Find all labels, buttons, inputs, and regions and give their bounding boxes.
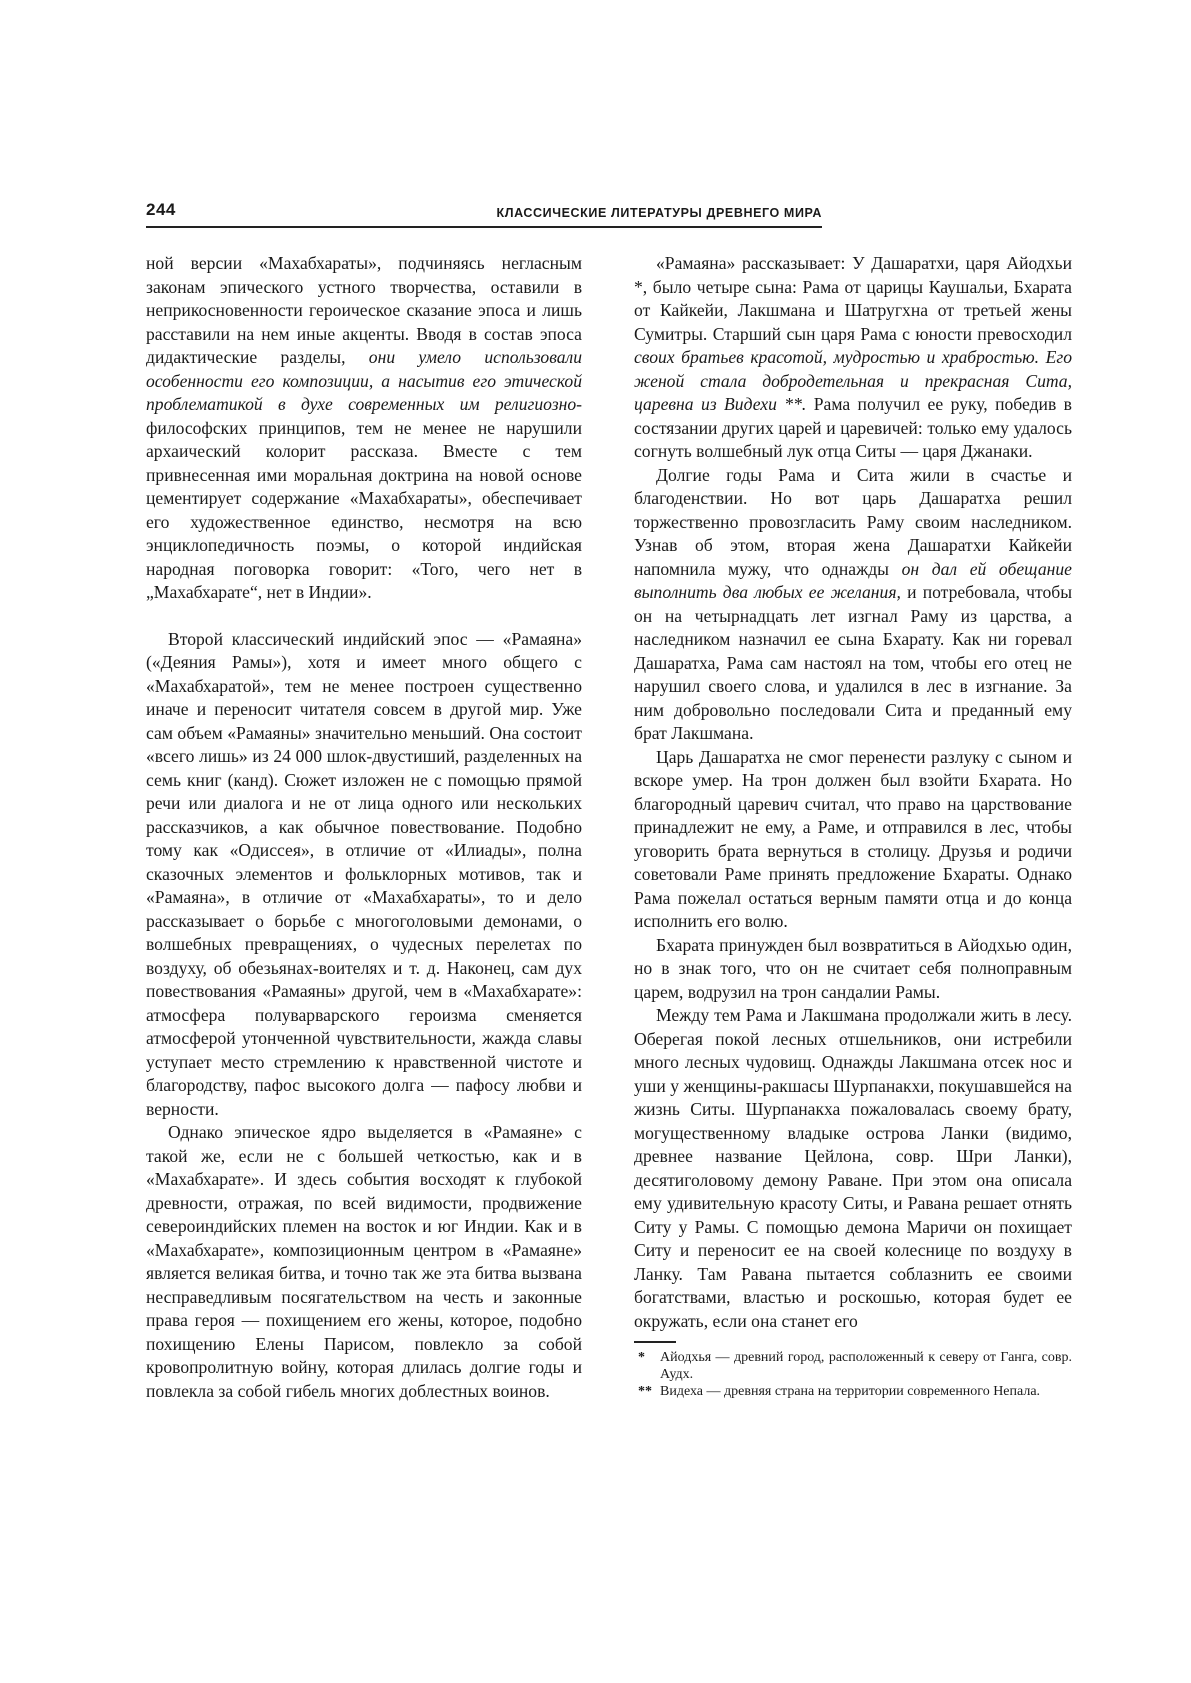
footnote-mark: *: [638, 1349, 645, 1365]
text-run: Долгие годы Рама и Сита жили в счастье и благоденствии. Но вот царь Дашаратха решил торжественно провозгласить Раму своим наследником. Узнав об этом, вторая жена Дашаратхи Кайкейи напомнила мужу, что однажды: [634, 464, 1072, 579]
left-column: [146, 252, 582, 1403]
italic-text-run: они умело использовали особенности его композиции, а насытив его этической проблематикой в духе современных им религиозно-: [146, 347, 582, 414]
text-run: философских принципов, тем не менее не нарушили архаический колорит рассказа. Вместе с тем привнесенная ими моральная доктрина на новой основе цементирует содержание «Махабхараты», обеспечивает его художественное единство, несмотря на всю энциклопедичность поэмы, о которой индийская народная поговорка говорит: «Того, чего нет в „Махабхарате“, нет в Индии».: [146, 417, 582, 602]
italic-text-run: он дал ей обещание выполнить два любых ее желания,: [634, 558, 1072, 602]
paragraph: Бхарата принужден был возвратиться в Айодхью один, но в знак того, что он не считает себя полноправным царем, водрузил на трон сандалии Рамы.: [634, 934, 1072, 1002]
paragraph: [634, 252, 1072, 464]
paragraph: [634, 464, 1072, 746]
footnote: [634, 1349, 1072, 1383]
running-head: КЛАССИЧЕСКИЕ ЛИТЕРАТУРЫ ДРЕВНЕГО МИРА: [496, 206, 822, 220]
footnote-text: Айодхья — древний город, расположенный к северу от Ганга, совр. Аудх.: [660, 1349, 1072, 1382]
paragraph: Между тем Рама и Лакшмана продолжали жить в лесу. Оберегая покой лесных отшельников, они истребили много лесных чудовищ. Однажды Лакшмана отсек нос и уши у женщины-ракшасы Шурпанакхи, покушавшейся на жизнь Ситы. Шурпанакха пожаловалась своему брату, могущественному владыке острова Ланки (видимо, древнее название Цейлона, совр. Шри Ланки), десятиголовому демону Раване. При этом она описала ему удивительную красоту Ситы, и Равана решает отнять Ситу у Рамы. С помощью демона Маричи он похищает Ситу и переносит ее на своей колеснице по воздуху в Ланку. Там Равана пытается соблазнить ее своими богатствами, властью и роскошью, которая будет ее окружать, если она станет его: [634, 1005, 1072, 1331]
footnote-rule: [634, 1341, 676, 1343]
text-run: и потребовала, чтобы он на четырнадцать лет изгнал Раму из царства, а наследником назначил ее сына Бхарату. Как ни горевал Дашаратха, Рама сам настоял на том, чтобы его отец не нарушил своего слова, и удалился в лес в изгнание. За ним добровольно последовали Сита и преданный ему брат Лакшмана.: [634, 582, 1073, 743]
footnote: [634, 1383, 1072, 1400]
paragraph: Второй классический индийский эпос — «Рамаяна» («Деяния Рамы»), хотя и имеет много общего с «Махабхаратой», тем не менее построен существенно иначе и переносит читателя совсем в другой мир. Уже сам объем «Рамаяны» значительно меньший. Она состоит «всего лишь» из 24 000 шлок-двустиший, разделенных на семь книг (канд). Сюжет изложен не с помощью прямой речи или диалога и не от лица одного или нескольких рассказчиков, а как обычное повествование. Подобно тому как «Одиссея», в отличие от «Илиады», полна сказочных элементов и фольклорных мотивов, так и «Рамаяна», в отличие от «Махабхараты», то и дело рассказывает о борьбе с многоголовыми демонами, о волшебных превращениях, о чудесных перелетах по воздуху, об обезьянах-воителях и т. д. Наконец, сам дух повествования «Рамаяны» другой, чем в «Махабхарате»: атмосфера полуварварского героизма сменяется атмосферой утонченной чувствительности, жажда славы уступает место стремлению к нравственной чистоте и благородству, пафос высокого долга — пафосу любви и верности.: [146, 628, 582, 1119]
paragraph: Царь Дашаратха не смог перенести разлуку с сыном и вскоре умер. На трон должен был взойти Бхарата. Но благородный царевич считал, что право на царствование принадлежит не ему, а Раме, и отправился в лес, чтобы уговорить брата вернуться в столицу. Друзья и родичи советовали Раме принять предложение Бхараты. Однако Рама пожелал остаться верным памяти отца и до конца исполнить его волю.: [634, 746, 1072, 931]
text-run: Рама получил ее руку, победив в состязании других царей и царевичей: только ему удалось согнуть волшебный лук отца Ситы — царя Джанаки.: [634, 394, 1072, 461]
right-column: [634, 252, 1072, 1400]
page-number: 244: [146, 200, 176, 219]
footnotes: [634, 1349, 1072, 1400]
text-run: ной версии «Махабхараты», подчиняясь негласным законам эпического устного творчества, оставили в неприкосновенности героическое сказание эпоса и лишь расставили на нем иные акценты. Вводя в состав эпоса дидактические разделы,: [146, 253, 582, 367]
italic-text-run: своих братьев красотой, мудростью и храбростью. Его женой стала добродетельная и прекрасная Сита, царевна из Видехи **.: [634, 347, 1072, 414]
header-rule: [146, 226, 822, 228]
paragraph: Однако эпическое ядро выделяется в «Рамаяне» с такой же, если не с большей четкостью, как и в «Махабхарате». И здесь события восходят к глубокой древности, отражая, по всей видимости, продвижение североиндийских племен на восток и юг Индии. Как и в «Махабхарате», композиционным центром в «Рамаяне» является великая битва, и точно так же эта битва вызвана несправедливым посягательством на честь и законные права героя — похищением его жены, которое, подобно похищению Елены Парисом, повлекло за собой кровопролитную войну, которая длилась долгие годы и повлекла за собой гибель многих доблестных воинов.: [146, 1122, 582, 1401]
page-header: [146, 198, 822, 226]
footnote-mark: **: [638, 1383, 652, 1399]
footnote-text: Видеха — древняя страна на территории современного Непала.: [660, 1383, 1041, 1399]
paragraph: [146, 252, 582, 605]
text-run: «Рамаяна» рассказывает: У Дашаратхи, царя Айодхьи *, было четыре сына: Рама от царицы Каушальи, Бхарата от Кайкейи, Лакшмана и Шатругхна от третьей жены Сумитры. Старший сын царя Рама с юности превосходил: [634, 253, 1072, 344]
